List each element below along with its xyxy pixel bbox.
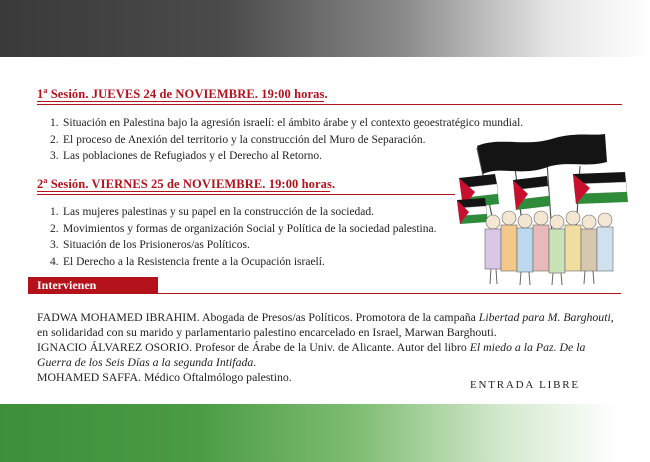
session1-ordinal-suffix: a	[43, 86, 48, 95]
item-text: Movimientos y formas de organización Social y Política de la sociedad palestina.	[63, 222, 437, 235]
list-item	[50, 132, 523, 149]
session2-underline	[37, 191, 330, 192]
speakers-heading: Intervienen	[28, 277, 158, 294]
item-text: Situación de los Prisioneros/as Políticos.	[63, 239, 250, 251]
session1-divider	[37, 104, 622, 105]
session2-list	[50, 204, 436, 270]
speaker-bio-italic: Libertad para M. Barghouti	[478, 310, 611, 324]
session2-title	[37, 176, 335, 192]
list-item	[50, 221, 436, 238]
list-item	[50, 148, 523, 165]
speaker-bio: . Médico Oftalmólogo palestino.	[138, 370, 292, 384]
item-text: Situación en Palestina bajo la agresión israelí: el ámbito árabe y el contexto geoestratégico mundial.	[63, 117, 524, 129]
session1-title	[37, 86, 328, 102]
session2-ordinal: 2	[37, 177, 44, 192]
list-item	[50, 204, 436, 221]
session1-title-text: Sesión. JUEVES 24 de NOVIEMBRE. 19:00 horas.	[47, 87, 328, 102]
speaker-name: FADWA MOHAMED IBRAHIM	[37, 310, 197, 324]
speaker-name: MOHAMED SAFFA	[37, 370, 139, 384]
session1-underline	[37, 101, 324, 102]
item-text: El proceso de Anexión del territorio y la construcción del Muro de Separación.	[63, 133, 426, 146]
list-item	[50, 254, 436, 271]
item-number: 4.	[50, 255, 59, 268]
speaker-bio: , en solidaridad con su marido y parlamentario palestino encarcelado en Israel, Marwan Barghouti.	[37, 310, 614, 339]
session1-ordinal: 1	[37, 87, 44, 102]
item-number: 2.	[50, 222, 59, 235]
speaker-name: IGNACIO ÁLVAREZ OSORIO	[37, 340, 190, 354]
item-number: 3.	[50, 239, 59, 251]
speaker-bio-italic: El miedo a la Paz. De la Guerra de los Seis Días a la segunda Intifada	[37, 340, 586, 369]
speaker-entry	[37, 340, 622, 370]
item-text: El Derecho a la Resistencia frente a la Ocupación israelí.	[63, 255, 325, 268]
speaker-bio: .	[253, 355, 257, 369]
session1-list	[50, 115, 523, 165]
speaker-bio: . Profesor de Árabe de la Univ. de Alicante. Autor del libro	[189, 340, 470, 354]
palestinian-flags-crowd-icon	[455, 128, 635, 288]
item-text: Las poblaciones de Refugiados y el Derecho al Retorno.	[63, 150, 322, 162]
free-entry-label: ENTRADA LIBRE	[470, 379, 580, 391]
top-gray-band	[0, 0, 650, 57]
speaker-bio: . Abogada de Presos/as Políticos. Promotora de la campaña	[196, 310, 479, 324]
list-item	[50, 237, 436, 254]
item-text: Las mujeres palestinas y su papel en la construcción de la sociedad.	[63, 206, 375, 218]
session2-title-text: Sesión. VIERNES 25 de NOVIEMBRE. 19:00 horas.	[47, 177, 336, 192]
session2-divider	[37, 194, 455, 195]
item-number: 3.	[50, 150, 59, 162]
item-number: 1.	[50, 206, 59, 218]
list-item	[50, 115, 523, 132]
speakers-divider	[158, 293, 621, 294]
speakers-list	[37, 310, 622, 385]
bottom-green-band	[0, 404, 650, 462]
item-number: 1.	[50, 117, 59, 129]
speaker-entry	[37, 310, 622, 340]
item-number: 2.	[50, 133, 59, 146]
session2-ordinal-suffix: a	[43, 176, 48, 185]
